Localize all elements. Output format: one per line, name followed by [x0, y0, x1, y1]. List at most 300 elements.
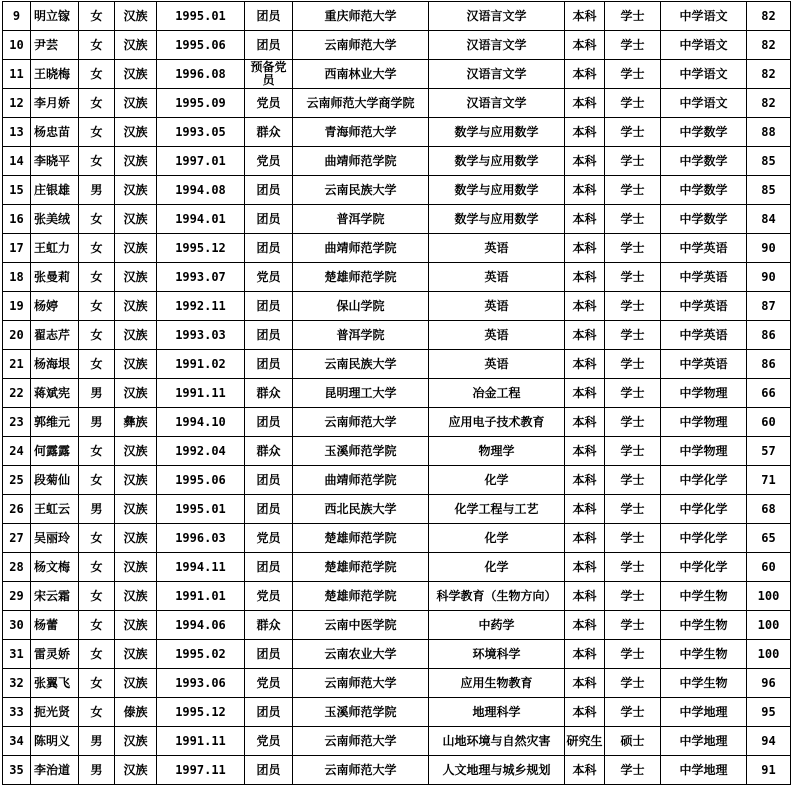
- major-cell: 英语: [429, 292, 565, 321]
- education-cell: 本科: [565, 553, 605, 582]
- education-cell: 本科: [565, 147, 605, 176]
- position-cell: 中学物理: [661, 437, 747, 466]
- gender-cell: 女: [79, 292, 115, 321]
- score-cell: 82: [747, 89, 791, 118]
- political-status-cell: 团员: [245, 321, 293, 350]
- score-cell: 68: [747, 495, 791, 524]
- birth-date-cell: 1995.09: [157, 89, 245, 118]
- table-row: [3, 176, 791, 205]
- gender-cell: 女: [79, 31, 115, 60]
- education-cell: 本科: [565, 669, 605, 698]
- candidate-name: 张美绒: [31, 205, 79, 234]
- gender-cell: 女: [79, 611, 115, 640]
- position-cell: 中学生物: [661, 669, 747, 698]
- table-row: [3, 611, 791, 640]
- school-cell: 云南民族大学: [293, 350, 429, 379]
- degree-cell: 学士: [605, 611, 661, 640]
- position-cell: 中学英语: [661, 263, 747, 292]
- political-status-cell: 团员: [245, 756, 293, 785]
- table-row: [3, 263, 791, 292]
- candidate-name: 杨文梅: [31, 553, 79, 582]
- ethnicity-cell: 汉族: [115, 756, 157, 785]
- table-row: [3, 698, 791, 727]
- birth-date-cell: 1992.11: [157, 292, 245, 321]
- school-cell: 云南师范大学: [293, 727, 429, 756]
- candidate-name: 翟志芹: [31, 321, 79, 350]
- position-cell: 中学生物: [661, 582, 747, 611]
- score-cell: 100: [747, 582, 791, 611]
- score-cell: 60: [747, 408, 791, 437]
- birth-date-cell: 1996.08: [157, 60, 245, 89]
- table-row: [3, 408, 791, 437]
- gender-cell: 女: [79, 437, 115, 466]
- score-cell: 87: [747, 292, 791, 321]
- candidate-name: 何露露: [31, 437, 79, 466]
- row-number: 17: [3, 234, 31, 263]
- score-cell: 91: [747, 756, 791, 785]
- candidate-name: 王虹云: [31, 495, 79, 524]
- score-cell: 86: [747, 321, 791, 350]
- candidate-name: 李晓平: [31, 147, 79, 176]
- row-number: 16: [3, 205, 31, 234]
- degree-cell: 学士: [605, 205, 661, 234]
- education-cell: 本科: [565, 756, 605, 785]
- table-row: [3, 379, 791, 408]
- school-cell: 普洱学院: [293, 205, 429, 234]
- education-cell: 本科: [565, 524, 605, 553]
- table-row: [3, 147, 791, 176]
- education-cell: 本科: [565, 321, 605, 350]
- score-cell: 100: [747, 640, 791, 669]
- candidate-name: 李月娇: [31, 89, 79, 118]
- gender-cell: 女: [79, 553, 115, 582]
- degree-cell: 学士: [605, 321, 661, 350]
- major-cell: 化学: [429, 524, 565, 553]
- birth-date-cell: 1994.06: [157, 611, 245, 640]
- education-cell: 本科: [565, 263, 605, 292]
- score-cell: 85: [747, 147, 791, 176]
- degree-cell: 学士: [605, 553, 661, 582]
- position-cell: 中学地理: [661, 756, 747, 785]
- position-cell: 中学物理: [661, 408, 747, 437]
- education-cell: 本科: [565, 234, 605, 263]
- birth-date-cell: 1995.12: [157, 234, 245, 263]
- candidate-name: 宋云霜: [31, 582, 79, 611]
- political-status-cell: 群众: [245, 379, 293, 408]
- major-cell: 汉语言文学: [429, 60, 565, 89]
- gender-cell: 女: [79, 466, 115, 495]
- ethnicity-cell: 汉族: [115, 553, 157, 582]
- political-status-cell: 党员: [245, 727, 293, 756]
- table-row: [3, 350, 791, 379]
- gender-cell: 女: [79, 60, 115, 89]
- row-number: 25: [3, 466, 31, 495]
- degree-cell: 学士: [605, 176, 661, 205]
- ethnicity-cell: 汉族: [115, 466, 157, 495]
- position-cell: 中学数学: [661, 205, 747, 234]
- row-number: 18: [3, 263, 31, 292]
- row-number: 28: [3, 553, 31, 582]
- school-cell: 昆明理工大学: [293, 379, 429, 408]
- school-cell: 保山学院: [293, 292, 429, 321]
- row-number: 13: [3, 118, 31, 147]
- row-number: 15: [3, 176, 31, 205]
- political-status-cell: 团员: [245, 466, 293, 495]
- degree-cell: 学士: [605, 640, 661, 669]
- birth-date-cell: 1997.11: [157, 756, 245, 785]
- degree-cell: 学士: [605, 31, 661, 60]
- school-cell: 云南师范大学: [293, 756, 429, 785]
- row-number: 33: [3, 698, 31, 727]
- table-row: [3, 727, 791, 756]
- political-status-cell: 团员: [245, 408, 293, 437]
- table-row: [3, 118, 791, 147]
- row-number: 31: [3, 640, 31, 669]
- table-row: [3, 553, 791, 582]
- candidate-name: 段菊仙: [31, 466, 79, 495]
- position-cell: 中学英语: [661, 234, 747, 263]
- birth-date-cell: 1995.02: [157, 640, 245, 669]
- ethnicity-cell: 彝族: [115, 408, 157, 437]
- birth-date-cell: 1995.12: [157, 698, 245, 727]
- school-cell: 楚雄师范学院: [293, 582, 429, 611]
- score-cell: 66: [747, 379, 791, 408]
- major-cell: 化学工程与工艺: [429, 495, 565, 524]
- school-cell: 西北民族大学: [293, 495, 429, 524]
- row-number: 22: [3, 379, 31, 408]
- education-cell: 本科: [565, 698, 605, 727]
- ethnicity-cell: 汉族: [115, 379, 157, 408]
- education-cell: 本科: [565, 466, 605, 495]
- major-cell: 数学与应用数学: [429, 205, 565, 234]
- score-cell: 96: [747, 669, 791, 698]
- school-cell: 楚雄师范学院: [293, 553, 429, 582]
- candidate-name: 杨蕾: [31, 611, 79, 640]
- gender-cell: 女: [79, 669, 115, 698]
- degree-cell: 学士: [605, 756, 661, 785]
- birth-date-cell: 1995.06: [157, 31, 245, 60]
- row-number: 34: [3, 727, 31, 756]
- school-cell: 西南林业大学: [293, 60, 429, 89]
- table-row: [3, 466, 791, 495]
- position-cell: 中学生物: [661, 611, 747, 640]
- birth-date-cell: 1995.01: [157, 2, 245, 31]
- candidate-name: 杨忠苗: [31, 118, 79, 147]
- position-cell: 中学英语: [661, 350, 747, 379]
- school-cell: 重庆师范大学: [293, 2, 429, 31]
- candidate-name: 庄银雄: [31, 176, 79, 205]
- row-number: 30: [3, 611, 31, 640]
- table-row: [3, 640, 791, 669]
- school-cell: 玉溪师范学院: [293, 437, 429, 466]
- row-number: 27: [3, 524, 31, 553]
- education-cell: 本科: [565, 379, 605, 408]
- candidate-name: 明立镓: [31, 2, 79, 31]
- position-cell: 中学英语: [661, 321, 747, 350]
- school-cell: 曲靖师范学院: [293, 234, 429, 263]
- political-status-cell: 党员: [245, 582, 293, 611]
- degree-cell: 学士: [605, 669, 661, 698]
- ethnicity-cell: 汉族: [115, 89, 157, 118]
- political-status-cell: 群众: [245, 611, 293, 640]
- position-cell: 中学语文: [661, 31, 747, 60]
- row-number: 32: [3, 669, 31, 698]
- candidate-name: 雷灵娇: [31, 640, 79, 669]
- major-cell: 数学与应用数学: [429, 118, 565, 147]
- school-cell: 普洱学院: [293, 321, 429, 350]
- ethnicity-cell: 汉族: [115, 582, 157, 611]
- degree-cell: 学士: [605, 466, 661, 495]
- school-cell: 云南中医学院: [293, 611, 429, 640]
- education-cell: 本科: [565, 495, 605, 524]
- birth-date-cell: 1991.11: [157, 727, 245, 756]
- gender-cell: 女: [79, 524, 115, 553]
- table-row: [3, 495, 791, 524]
- row-number: 11: [3, 60, 31, 89]
- position-cell: 中学化学: [661, 466, 747, 495]
- score-cell: 90: [747, 234, 791, 263]
- education-cell: 本科: [565, 408, 605, 437]
- row-number: 35: [3, 756, 31, 785]
- degree-cell: 学士: [605, 582, 661, 611]
- political-status-cell: 党员: [245, 147, 293, 176]
- degree-cell: 学士: [605, 89, 661, 118]
- candidate-name: 蒋斌宪: [31, 379, 79, 408]
- score-cell: 88: [747, 118, 791, 147]
- political-status-cell: 团员: [245, 31, 293, 60]
- ethnicity-cell: 汉族: [115, 727, 157, 756]
- political-status-cell: 团员: [245, 350, 293, 379]
- gender-cell: 女: [79, 89, 115, 118]
- ethnicity-cell: 汉族: [115, 611, 157, 640]
- birth-date-cell: 1991.02: [157, 350, 245, 379]
- birth-date-cell: 1993.03: [157, 321, 245, 350]
- ethnicity-cell: 汉族: [115, 640, 157, 669]
- ethnicity-cell: 汉族: [115, 234, 157, 263]
- major-cell: 人文地理与城乡规划: [429, 756, 565, 785]
- position-cell: 中学物理: [661, 379, 747, 408]
- political-status-cell: 团员: [245, 495, 293, 524]
- major-cell: 英语: [429, 263, 565, 292]
- birth-date-cell: 1993.07: [157, 263, 245, 292]
- gender-cell: 男: [79, 756, 115, 785]
- score-cell: 100: [747, 611, 791, 640]
- degree-cell: 学士: [605, 147, 661, 176]
- table-body: [3, 2, 791, 785]
- score-cell: 60: [747, 553, 791, 582]
- political-status-cell: 群众: [245, 437, 293, 466]
- score-cell: 84: [747, 205, 791, 234]
- birth-date-cell: 1996.03: [157, 524, 245, 553]
- education-cell: 本科: [565, 118, 605, 147]
- major-cell: 山地环境与自然灾害: [429, 727, 565, 756]
- score-cell: 86: [747, 350, 791, 379]
- gender-cell: 男: [79, 495, 115, 524]
- birth-date-cell: 1994.08: [157, 176, 245, 205]
- gender-cell: 女: [79, 2, 115, 31]
- school-cell: 曲靖师范学院: [293, 466, 429, 495]
- score-cell: 82: [747, 2, 791, 31]
- school-cell: 玉溪师范学院: [293, 698, 429, 727]
- birth-date-cell: 1991.01: [157, 582, 245, 611]
- gender-cell: 女: [79, 147, 115, 176]
- row-number: 21: [3, 350, 31, 379]
- political-status-cell: 党员: [245, 524, 293, 553]
- ethnicity-cell: 汉族: [115, 263, 157, 292]
- candidate-name: 王晓梅: [31, 60, 79, 89]
- major-cell: 汉语言文学: [429, 31, 565, 60]
- political-status-cell: 团员: [245, 292, 293, 321]
- candidate-table: [2, 1, 791, 785]
- major-cell: 冶金工程: [429, 379, 565, 408]
- major-cell: 科学教育（生物方向）: [429, 582, 565, 611]
- education-cell: 本科: [565, 2, 605, 31]
- row-number: 14: [3, 147, 31, 176]
- birth-date-cell: 1994.01: [157, 205, 245, 234]
- score-cell: 95: [747, 698, 791, 727]
- score-cell: 90: [747, 263, 791, 292]
- ethnicity-cell: 汉族: [115, 118, 157, 147]
- row-number: 23: [3, 408, 31, 437]
- position-cell: 中学数学: [661, 147, 747, 176]
- degree-cell: 学士: [605, 698, 661, 727]
- school-cell: 楚雄师范学院: [293, 263, 429, 292]
- gender-cell: 女: [79, 582, 115, 611]
- position-cell: 中学数学: [661, 118, 747, 147]
- education-cell: 本科: [565, 611, 605, 640]
- gender-cell: 女: [79, 205, 115, 234]
- table-row: [3, 292, 791, 321]
- gender-cell: 女: [79, 321, 115, 350]
- education-cell: 本科: [565, 350, 605, 379]
- ethnicity-cell: 汉族: [115, 205, 157, 234]
- political-status-cell: 党员: [245, 89, 293, 118]
- candidate-name: 张翼飞: [31, 669, 79, 698]
- gender-cell: 女: [79, 698, 115, 727]
- gender-cell: 女: [79, 263, 115, 292]
- education-cell: 本科: [565, 31, 605, 60]
- ethnicity-cell: 汉族: [115, 176, 157, 205]
- candidate-name: 吴丽玲: [31, 524, 79, 553]
- birth-date-cell: 1995.06: [157, 466, 245, 495]
- education-cell: 本科: [565, 176, 605, 205]
- ethnicity-cell: 汉族: [115, 321, 157, 350]
- major-cell: 中药学: [429, 611, 565, 640]
- education-cell: 研究生: [565, 727, 605, 756]
- position-cell: 中学语文: [661, 2, 747, 31]
- degree-cell: 学士: [605, 292, 661, 321]
- table-row: [3, 2, 791, 31]
- school-cell: 云南师范大学: [293, 408, 429, 437]
- candidate-name: 杨婷: [31, 292, 79, 321]
- major-cell: 地理科学: [429, 698, 565, 727]
- candidate-name: 王虹力: [31, 234, 79, 263]
- political-status-cell: 党员: [245, 669, 293, 698]
- major-cell: 化学: [429, 466, 565, 495]
- major-cell: 环境科学: [429, 640, 565, 669]
- candidate-name: 扼光贤: [31, 698, 79, 727]
- major-cell: 英语: [429, 350, 565, 379]
- major-cell: 应用电子技术教育: [429, 408, 565, 437]
- score-cell: 71: [747, 466, 791, 495]
- gender-cell: 男: [79, 408, 115, 437]
- table-row: [3, 669, 791, 698]
- political-status-cell: 团员: [245, 553, 293, 582]
- candidate-name: 陈明义: [31, 727, 79, 756]
- degree-cell: 学士: [605, 408, 661, 437]
- major-cell: 数学与应用数学: [429, 176, 565, 205]
- education-cell: 本科: [565, 60, 605, 89]
- school-cell: 云南农业大学: [293, 640, 429, 669]
- position-cell: 中学化学: [661, 524, 747, 553]
- position-cell: 中学地理: [661, 727, 747, 756]
- row-number: 9: [3, 2, 31, 31]
- ethnicity-cell: 汉族: [115, 31, 157, 60]
- school-cell: 云南师范大学: [293, 669, 429, 698]
- education-cell: 本科: [565, 640, 605, 669]
- school-cell: 云南民族大学: [293, 176, 429, 205]
- row-number: 20: [3, 321, 31, 350]
- ethnicity-cell: 汉族: [115, 292, 157, 321]
- school-cell: 楚雄师范学院: [293, 524, 429, 553]
- degree-cell: 硕士: [605, 727, 661, 756]
- score-cell: 85: [747, 176, 791, 205]
- gender-cell: 男: [79, 379, 115, 408]
- major-cell: 英语: [429, 234, 565, 263]
- candidate-name: 郭维元: [31, 408, 79, 437]
- birth-date-cell: 1992.04: [157, 437, 245, 466]
- candidate-name: 杨海垠: [31, 350, 79, 379]
- table-row: [3, 89, 791, 118]
- row-number: 24: [3, 437, 31, 466]
- major-cell: 化学: [429, 553, 565, 582]
- major-cell: 英语: [429, 321, 565, 350]
- position-cell: 中学化学: [661, 553, 747, 582]
- degree-cell: 学士: [605, 263, 661, 292]
- degree-cell: 学士: [605, 350, 661, 379]
- political-status-cell: 党员: [245, 263, 293, 292]
- ethnicity-cell: 汉族: [115, 147, 157, 176]
- position-cell: 中学生物: [661, 640, 747, 669]
- ethnicity-cell: 汉族: [115, 60, 157, 89]
- education-cell: 本科: [565, 582, 605, 611]
- table-row: [3, 582, 791, 611]
- ethnicity-cell: 傣族: [115, 698, 157, 727]
- position-cell: 中学语文: [661, 60, 747, 89]
- position-cell: 中学化学: [661, 495, 747, 524]
- degree-cell: 学士: [605, 379, 661, 408]
- position-cell: 中学地理: [661, 698, 747, 727]
- position-cell: 中学语文: [661, 89, 747, 118]
- gender-cell: 女: [79, 234, 115, 263]
- degree-cell: 学士: [605, 524, 661, 553]
- position-cell: 中学数学: [661, 176, 747, 205]
- table-row: [3, 234, 791, 263]
- score-cell: 82: [747, 31, 791, 60]
- degree-cell: 学士: [605, 234, 661, 263]
- gender-cell: 男: [79, 176, 115, 205]
- school-cell: 青海师范大学: [293, 118, 429, 147]
- score-cell: 65: [747, 524, 791, 553]
- table-row: [3, 205, 791, 234]
- score-cell: 57: [747, 437, 791, 466]
- major-cell: 汉语言文学: [429, 89, 565, 118]
- political-status-cell: 预备党员: [245, 60, 293, 89]
- gender-cell: 女: [79, 118, 115, 147]
- major-cell: 数学与应用数学: [429, 147, 565, 176]
- degree-cell: 学士: [605, 2, 661, 31]
- table-row: [3, 524, 791, 553]
